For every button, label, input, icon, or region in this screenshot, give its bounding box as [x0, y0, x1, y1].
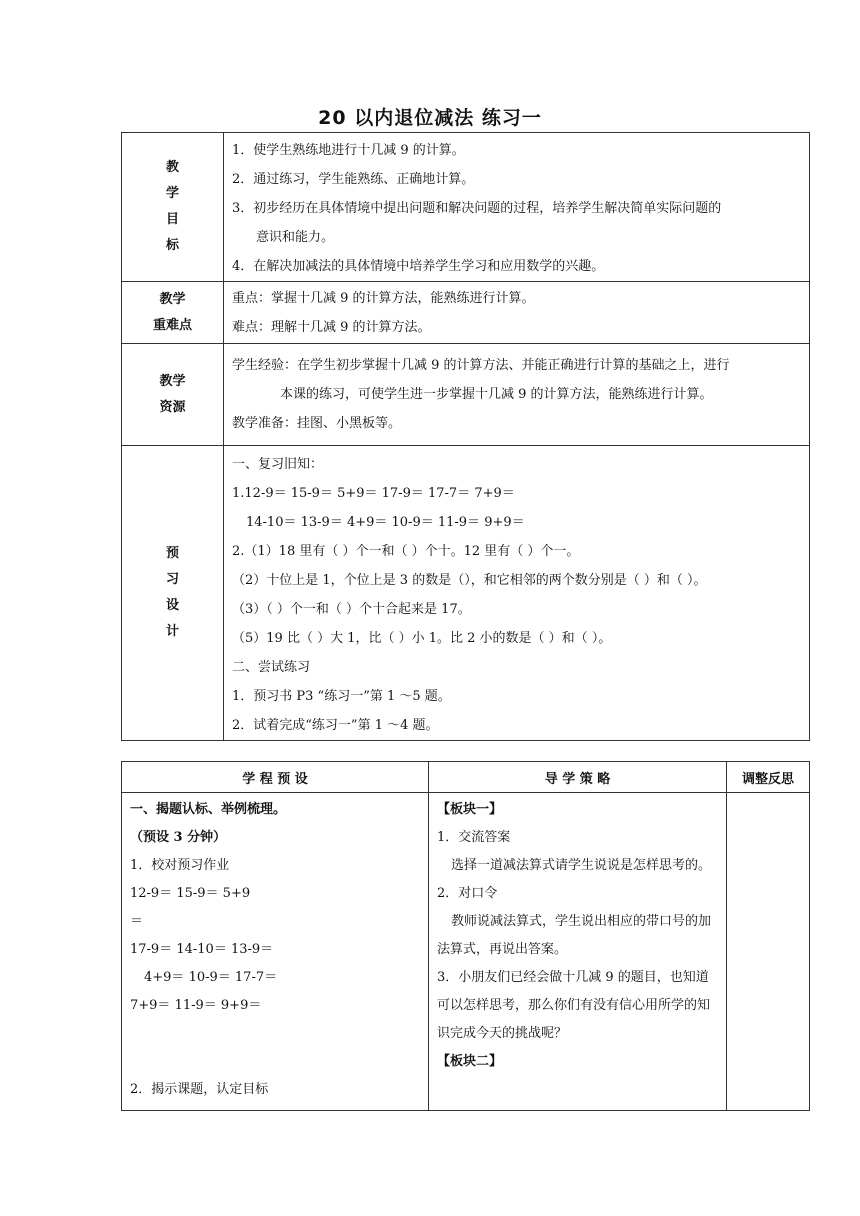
reflection-cell	[727, 793, 810, 1111]
key-point-line: 难点：理解十几减 9 的计算方法。	[232, 320, 431, 335]
key-point-line: 重点：掌握十几减 9 的计算方法，能熟练进行计算。	[232, 291, 535, 306]
header-reflection: 调整反思	[727, 762, 810, 793]
objective-line: 4．在解决加减法的具体情境中培养学生学习和应用数学的兴趣。	[232, 259, 605, 274]
preview-row	[122, 446, 810, 741]
process-line: 7+9＝ 11-9＝ 9+9＝	[130, 998, 262, 1013]
process-line: 1．校对预习作业	[130, 858, 230, 873]
resource-line: 本课的练习，可使学生进一步掌握十几减 9 的计算方法，能熟练进行计算。	[280, 387, 713, 402]
header-guidance-strategy: 导 学 策 略	[429, 762, 727, 793]
label-text: 教学	[159, 373, 186, 389]
objective-line: 1．使学生熟练地进行十几减 9 的计算。	[232, 143, 465, 158]
label-char: 习	[165, 572, 179, 587]
label-char: 目	[165, 212, 179, 227]
strategy-line: 【板块二】	[437, 1054, 503, 1069]
preview-line: 14-10＝ 13-9＝ 4+9＝ 10-9＝ 11-9＝ 9+9＝	[246, 515, 525, 530]
header-learning-process: 学 程 预 设	[122, 762, 429, 793]
process-line: 一、揭题认标、举例梳理。	[130, 802, 287, 817]
label-text: 教学	[159, 291, 186, 307]
learning-process-cell	[122, 793, 429, 1111]
key-points-label	[122, 282, 224, 344]
process-line: ＝	[130, 914, 144, 929]
objective-line: 意识和能力。	[256, 230, 335, 245]
process-header-row	[122, 762, 810, 793]
objectives-label	[122, 133, 224, 282]
preview-content	[224, 446, 810, 741]
resource-line: 学生经验：在学生初步掌握十几减 9 的计算方法、并能正确进行计算的基础之上，进行	[232, 358, 730, 373]
resource-line: 教学准备：挂图、小黑板等。	[232, 416, 402, 431]
guidance-strategy-cell	[429, 793, 727, 1111]
preview-line: （2）十位上是 1，个位上是 3 的数是（），和它相邻的两个数分别是（ ）和（ ）。	[232, 573, 707, 588]
preview-line: 2．试着完成“练习一”第 1 ～4 题。	[232, 718, 439, 733]
preview-line: （3）（ ）个一和（ ）个十合起来是 17。	[232, 602, 471, 617]
label-text: 资源	[159, 399, 186, 415]
preview-line: 二、尝试练习	[232, 660, 311, 675]
label-char: 计	[165, 624, 179, 639]
preview-line: 1．预习书 P3 “练习一”第 1 ～5 题。	[232, 689, 451, 704]
label-char: 学	[165, 186, 179, 201]
label-char: 标	[165, 238, 179, 253]
label-char: 设	[165, 598, 179, 613]
process-line: 4+9＝ 10-9＝ 17-7＝	[144, 970, 278, 985]
strategy-line: 教师说减法算式，学生说出相应的带口号的加法算式，再说出答案。	[437, 914, 712, 957]
resources-row	[122, 344, 810, 446]
resources-label	[122, 344, 224, 446]
process-line: 17-9＝ 14-10＝ 13-9＝	[130, 942, 274, 957]
process-line: 12-9＝ 15-9＝ 5+9	[130, 886, 251, 901]
label-char: 预	[165, 546, 179, 561]
preview-line: 一、复习旧知：	[232, 457, 324, 472]
objective-line: 2．通过练习，学生能熟练、正确地计算。	[232, 172, 475, 187]
lesson-plan-table	[121, 132, 810, 741]
learning-process-table	[121, 761, 810, 1111]
strategy-line: 【板块一】	[437, 802, 503, 817]
key-points-row	[122, 282, 810, 344]
preview-label	[122, 446, 224, 741]
strategy-line: 2．对口令	[437, 886, 498, 901]
preview-line: 1.12-9＝ 15-9＝ 5+9＝ 17-9＝ 17-7＝ 7+9＝	[232, 486, 515, 501]
preview-line: 2.（1）18 里有（ ）个一和（ ）个十。12 里有（ ）个一。	[232, 544, 580, 559]
objectives-content	[224, 133, 810, 282]
process-body-row	[122, 793, 810, 1111]
process-line: 2．揭示课题，认定目标	[130, 1082, 269, 1097]
resources-content	[224, 344, 810, 446]
strategy-line: 1．交流答案	[437, 830, 511, 845]
process-line: （预设 3 分钟）	[130, 830, 227, 845]
preview-line: （5）19 比（ ）大 1，比（ ）小 1。比 2 小的数是（ ）和（ ）。	[232, 631, 612, 646]
label-char: 教	[165, 160, 179, 175]
objectives-row	[122, 133, 810, 282]
key-points-content	[224, 282, 810, 344]
objective-line: 3．初步经历在具体情境中提出问题和解决问题的过程，培养学生解决简单实际问题的	[232, 201, 722, 216]
strategy-line: 3．小朋友们已经会做十几减 9 的题目，也知道可以怎样思考，那么你们有没有信心用所学的知识完成今天的挑战呢？	[437, 970, 711, 1041]
strategy-line: 选择一道减法算式请学生说说是怎样思考的。	[451, 858, 712, 873]
page-title: 20 以内退位减法 练习一	[318, 107, 542, 129]
label-text: 重难点	[152, 317, 192, 333]
